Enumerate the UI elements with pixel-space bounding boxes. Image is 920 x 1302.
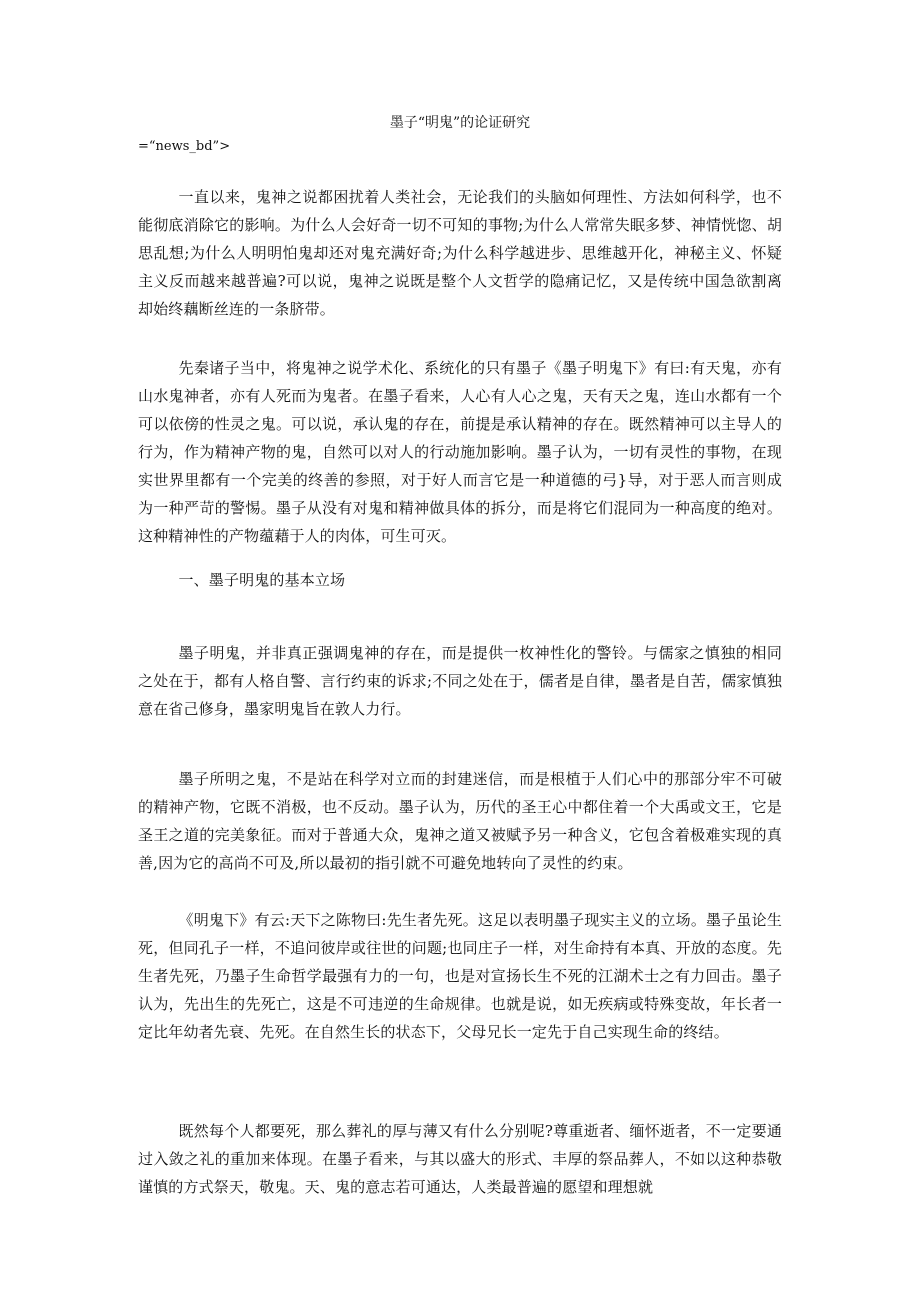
paragraph-intro: 一直以来，鬼神之说都困扰着人类社会，无论我们的头脑如何理性、方法如何科学，也不能彻底消除它的影响。为什么人会好奇一切不可知的事物;为什么人常常失眠多梦、神情恍惚、胡思乱想;为什么人明明怕鬼却还对鬼充满好奇;为什么科学越进步、思维越开化，神秘主义、怀疑主义反而越来越普遍?可以说，鬼神之说既是整个人文哲学的隐痛记忆，又是传统中国急欲割离却始终藕断丝连的一条脐带。 <box>138 188 782 318</box>
paragraph-ming-gui: 墨子明鬼，并非真正强调鬼神的存在，而是提供一枚神性化的警铃。与儒家之慎独的相同之处在于，都有人格自警、言行约束的诉求;不同之处在于，儒者是自律，墨者是自苦，儒家慎独意在省己修身，墨家明鬼旨在敦人力行。 <box>138 644 782 718</box>
stray-markup-text: =“news_bd”> <box>138 139 231 154</box>
paragraph-pre-qin: 先秦诸子当中，将鬼神之说学术化、系统化的只有墨子《墨子明鬼下》有曰:有天鬼，亦有山水鬼神者，亦有人死而为鬼者。在墨子看来，人心有人心之鬼，天有天之鬼，连山水都有一个可以依傍的性灵之鬼。可以说，承认鬼的存在，前提是承认精神的存在。既然精神可以主导人的行为，作为精神产物的鬼，自然可以对人的行动施加影响。墨子认为，一切有灵性的事物，在现实世界里都有一个完美的终善的参照，对于好人而言它是一种道德的弓}导，对于恶人而言则成为一种严苛的警惕。墨子从没有对鬼和精神做具体的拆分，而是将它们混同为一种高度的绝对。这种精神性的产物蕴藉于人的肉体，可生可灭。 <box>138 359 782 545</box>
paragraph-life-death: 《明鬼下》有云:天下之陈物曰:先生者先死。这足以表明墨子现实主义的立场。墨子虽论生死，但同孔子一样，不追问彼岸或往世的问题;也同庄子一样，对生命持有本真、开放的态度。先生者先死，乃墨子生命哲学最强有力的一句，也是对宣扬长生不死的江湖术士之有力回击。墨子认为，先出生的先死亡，这是不可违逆的生命规律。也就是说，如无疾病或特殊变故，年长者一定比年幼者先衰、先死。在自然生长的状态下，父母兄长一定先于自己实现生命的终结。 <box>138 911 782 1041</box>
section-heading: 一、墨子明鬼的基本立场 <box>178 571 346 589</box>
paragraph-funeral: 既然每个人都要死，那么葬礼的厚与薄又有什么分别呢?尊重逝者、缅怀逝者，不一定要通过入敛之礼的重加来体现。在墨子看来，与其以盛大的形式、丰厚的祭品葬人，不如以这种恭敬谨慎的方式祭天，敬鬼。天、鬼的意志若可通达，人类最普遍的愿望和理想就 <box>138 1122 782 1196</box>
paragraph-ghost-meaning: 墨子所明之鬼，不是站在科学对立而的封建迷信，而是根植于人们心中的那部分牢不可破的精神产物，它既不消极，也不反动。墨子认为，历代的圣王心中都住着一个大禹或文王，它是圣王之道的完美象征。而对于普通大众，鬼神之道又被赋予另一种含义，它包含着极难实现的真善,因为它的高尚不可及,所以最初的指引就不可避免地转向了灵性的约束。 <box>138 770 782 872</box>
page-title: 墨子“明鬼”的论证研究 <box>389 115 531 131</box>
